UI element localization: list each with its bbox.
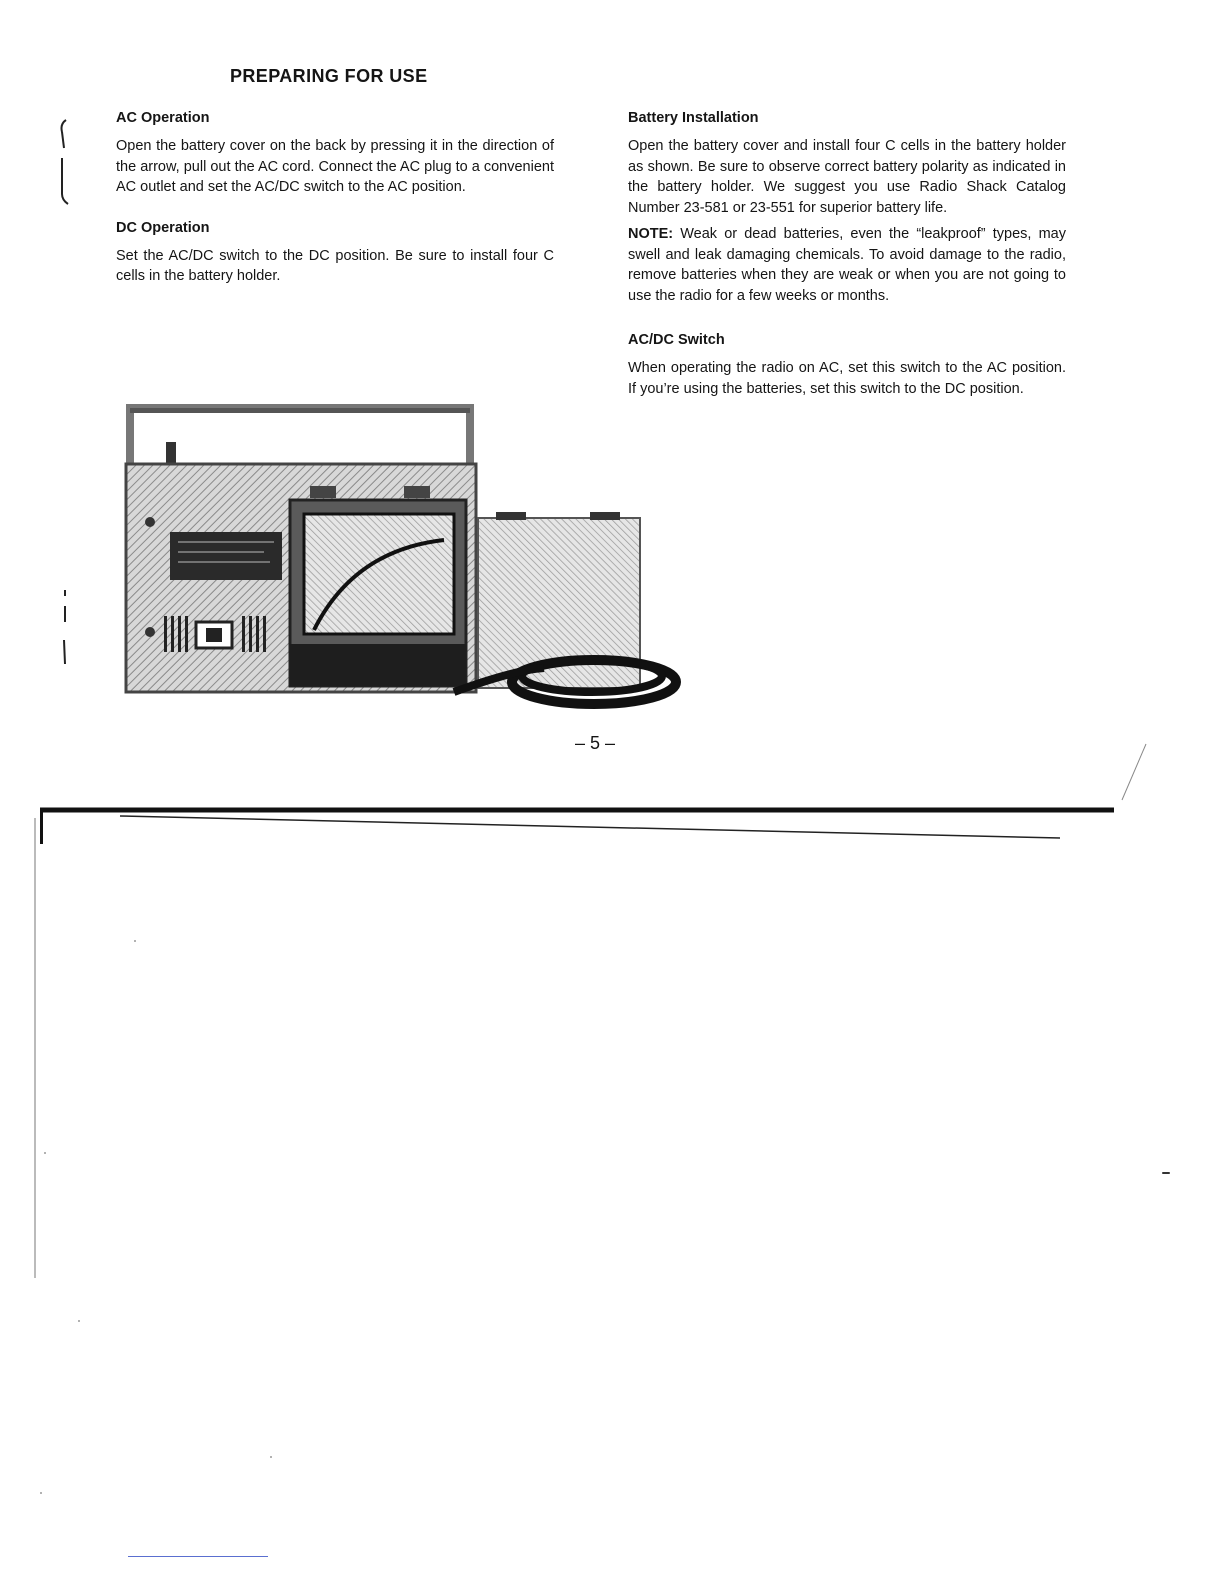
edge-slash-mark (1118, 742, 1148, 802)
ac-operation-heading: AC Operation (116, 110, 210, 126)
battery-installation-heading: Battery Installation (628, 110, 759, 126)
note-text: Weak or dead batteries, even the “leakproof” types, may swell and leak damaging chemicals. To avoid damage to the radio, remove batteries when they are weak or when you are not going to use the radio for a few weeks or months. (628, 226, 1066, 304)
left-column (116, 108, 554, 301)
note-label: NOTE: (628, 226, 674, 242)
note-paragraph (628, 224, 1066, 306)
page-number: – 5 – (574, 733, 616, 753)
page-title: PREPARING FOR USE (230, 66, 428, 86)
margin-tick-mark (58, 588, 72, 668)
scan-edge-rule (40, 804, 1114, 844)
right-column (628, 108, 1066, 413)
ac-dc-switch-heading: AC/DC Switch (628, 332, 725, 348)
footer-underline (128, 1556, 268, 1557)
battery-installation-text: Open the battery cover and install four C cells in the battery holder as shown. Be sure to observe correct battery polarity as indicated in the battery holder. We suggest you use Radio Shack Catalog Number 23-581 or 23-551 for superior battery life. (628, 138, 1066, 216)
scan-left-edge (34, 818, 36, 1278)
dc-operation-text: Set the AC/DC switch to the DC position. Be sure to install four C cells in the battery holder. (116, 247, 554, 284)
radio-back-photo (124, 400, 684, 720)
margin-bracket-mark (56, 118, 76, 208)
ac-operation-text: Open the battery cover on the back by pressing it in the direction of the arrow, pull out the AC cord. Connect the AC plug to a convenient AC outlet and set the AC/DC switch to the AC position. (116, 138, 554, 195)
ac-dc-switch-text: When operating the radio on AC, set this switch to the AC position. If you’re using the batteries, set this switch to the DC position. (628, 360, 1066, 397)
dc-operation-heading: DC Operation (116, 219, 210, 236)
